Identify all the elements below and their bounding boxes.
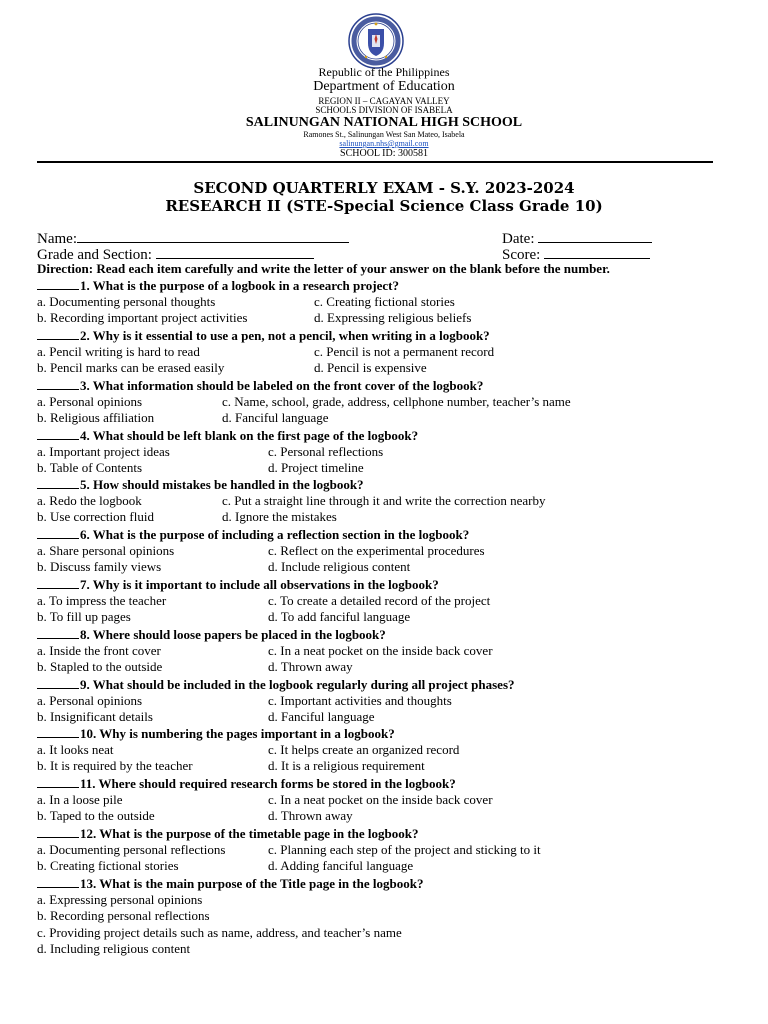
header-school-id: SCHOOL ID: 300581 [340, 148, 428, 159]
header-region: REGION II – CAGAYAN VALLEY [318, 96, 450, 106]
option-c: c. Name, school, grade, address, cellphone number, teacher’s name [222, 393, 571, 409]
question-1 [37, 278, 399, 292]
header-email-link[interactable]: salinungan.nhs@gmail.com [339, 139, 429, 148]
option-b: b. Recording personal reflections [37, 908, 210, 923]
question-text: 2. Why is it essential to use a pen, not a pencil, when writing in a logbook? [80, 328, 490, 343]
option-a: a. Redo the logbook [37, 492, 142, 508]
option-d: d. Adding fanciful language [268, 858, 414, 873]
answer-blank[interactable] [37, 428, 79, 440]
date-blank[interactable] [538, 230, 652, 243]
option-a: a. To impress the teacher [37, 592, 167, 608]
answer-blank[interactable] [37, 627, 79, 639]
answer-blank[interactable] [37, 477, 79, 489]
date-label: Date: [502, 231, 535, 247]
option-a: a. It looks neat [37, 741, 114, 757]
option-c: c. To create a detailed record of the project [268, 592, 491, 608]
option-c: c. Providing project details such as name, address, and teacher’s name [37, 924, 402, 940]
name-field[interactable] [37, 230, 349, 247]
option-b: b. To fill up pages [37, 609, 131, 624]
question-text: 9. What should be included in the logbook regularly during all project phases? [80, 677, 515, 692]
option-c: c. In a neat pocket on the inside back cover [268, 791, 493, 807]
question-11 [37, 776, 456, 790]
question-text: 5. How should mistakes be handled in the logbook? [80, 477, 364, 492]
option-a: a. Important project ideas [37, 443, 170, 459]
option-b: b. Pencil marks can be erased easily [37, 360, 225, 375]
question-text: 10. Why is numbering the pages important in a logbook? [80, 726, 395, 741]
question-3 [37, 378, 483, 392]
answer-blank[interactable] [37, 527, 79, 539]
deped-seal-icon [348, 13, 404, 69]
option-d: d. Including religious content [37, 941, 191, 956]
option-d: d. To add fanciful language [268, 609, 411, 624]
question-8 [37, 627, 386, 641]
answer-blank[interactable] [37, 776, 79, 788]
option-b: b. Table of Contents [37, 460, 143, 475]
option-b: b. It is required by the teacher [37, 758, 193, 773]
question-12 [37, 826, 419, 840]
question-text: 8. Where should loose papers be placed in the logbook? [80, 627, 386, 642]
option-c: c. Reflect on the experimental procedures [268, 542, 485, 558]
question-7 [37, 577, 439, 591]
directions: Direction: Read each item carefully and write the letter of your answer on the blank before the number. [37, 261, 610, 276]
option-d: d. Thrown away [268, 659, 353, 674]
question-5 [37, 477, 364, 491]
option-c: c. Pencil is not a permanent record [314, 343, 495, 359]
grade-section-blank[interactable] [156, 246, 314, 259]
score-blank[interactable] [544, 246, 650, 259]
question-text: 3. What information should be labeled on the front cover of the logbook? [80, 378, 484, 393]
option-c: c. It helps create an organized record [268, 741, 460, 757]
option-b: b. Creating fictional stories [37, 858, 179, 873]
option-d: d. Thrown away [268, 808, 353, 823]
answer-blank[interactable] [37, 677, 79, 689]
score-label: Score: [502, 247, 541, 263]
option-a: a. Personal opinions [37, 692, 143, 708]
answer-blank[interactable] [37, 378, 79, 390]
header-division: SCHOOLS DIVISION OF ISABELA [315, 105, 453, 115]
question-text: 4. What should be left blank on the first page of the logbook? [80, 428, 419, 443]
grade-section-label: Grade and Section: [37, 247, 152, 263]
name-label: Name: [37, 231, 77, 247]
option-a: a. Documenting personal thoughts [37, 293, 216, 309]
option-b: b. Insignificant details [37, 709, 153, 724]
option-a: a. Inside the front cover [37, 642, 161, 658]
question-text: 6. What is the purpose of including a reflection section in the logbook? [80, 527, 470, 542]
question-text: 11. Where should required research forms be stored in the logbook? [80, 776, 456, 791]
date-field[interactable] [502, 230, 652, 247]
option-c: c. Creating fictional stories [314, 293, 455, 309]
exam-title: SECOND QUARTERLY EXAM - S.Y. 2023-2024 [193, 179, 575, 197]
option-a: a. In a loose pile [37, 791, 123, 807]
option-d: d. Expressing religious beliefs [314, 310, 472, 325]
option-d: d. Include religious content [268, 559, 411, 574]
option-a: a. Pencil writing is hard to read [37, 343, 200, 359]
header-address: Ramones St., Salinungan West San Mateo, Isabela [303, 130, 465, 139]
answer-blank[interactable] [37, 726, 79, 738]
option-a: a. Expressing personal opinions [37, 891, 203, 907]
option-d: d. It is a religious requirement [268, 758, 425, 773]
question-text: 12. What is the purpose of the timetable page in the logbook? [80, 826, 419, 841]
answer-blank[interactable] [37, 876, 79, 888]
option-d: d. Fanciful language [222, 410, 329, 425]
option-b: b. Use correction fluid [37, 509, 154, 524]
answer-blank[interactable] [37, 278, 79, 290]
option-d: d. Project timeline [268, 460, 364, 475]
option-a: a. Documenting personal reflections [37, 841, 226, 857]
option-c: c. Put a straight line through it and write the correction nearby [222, 492, 546, 508]
option-b: b. Recording important project activities [37, 310, 248, 325]
option-a: a. Personal opinions [37, 393, 143, 409]
option-b: b. Taped to the outside [37, 808, 155, 823]
question-text: 13. What is the main purpose of the Title page in the logbook? [80, 876, 424, 891]
answer-blank[interactable] [37, 826, 79, 838]
option-d: d. Fanciful language [268, 709, 375, 724]
question-2 [37, 328, 490, 342]
question-9 [37, 677, 515, 691]
option-c: c. Planning each step of the project and sticking to it [268, 841, 541, 857]
question-6 [37, 527, 469, 541]
option-b: b. Stapled to the outside [37, 659, 163, 674]
option-c: c. Important activities and thoughts [268, 692, 452, 708]
question-10 [37, 726, 395, 740]
option-d: d. Pencil is expensive [314, 360, 427, 375]
exam-subtitle: RESEARCH II (STE-Special Science Class Grade 10) [165, 197, 603, 215]
question-text: 1. What is the purpose of a logbook in a research project? [80, 278, 399, 293]
option-b: b. Religious affiliation [37, 410, 155, 425]
header-department: Department of Education [313, 79, 455, 94]
header-republic: Republic of the Philippines [318, 65, 450, 79]
question-text: 7. Why is it important to include all observations in the logbook? [80, 577, 439, 592]
option-c: c. In a neat pocket on the inside back cover [268, 642, 493, 658]
option-d: d. Ignore the mistakes [222, 509, 337, 524]
answer-blank[interactable] [37, 328, 79, 340]
name-blank[interactable] [77, 230, 349, 243]
header-school-name: SALINUNGAN NATIONAL HIGH SCHOOL [245, 115, 523, 130]
option-c: c. Personal reflections [268, 443, 384, 459]
question-4 [37, 428, 418, 442]
question-13 [37, 876, 423, 890]
option-a: a. Share personal opinions [37, 542, 175, 558]
option-b: b. Discuss family views [37, 559, 162, 574]
header-divider [37, 161, 713, 163]
answer-blank[interactable] [37, 577, 79, 589]
